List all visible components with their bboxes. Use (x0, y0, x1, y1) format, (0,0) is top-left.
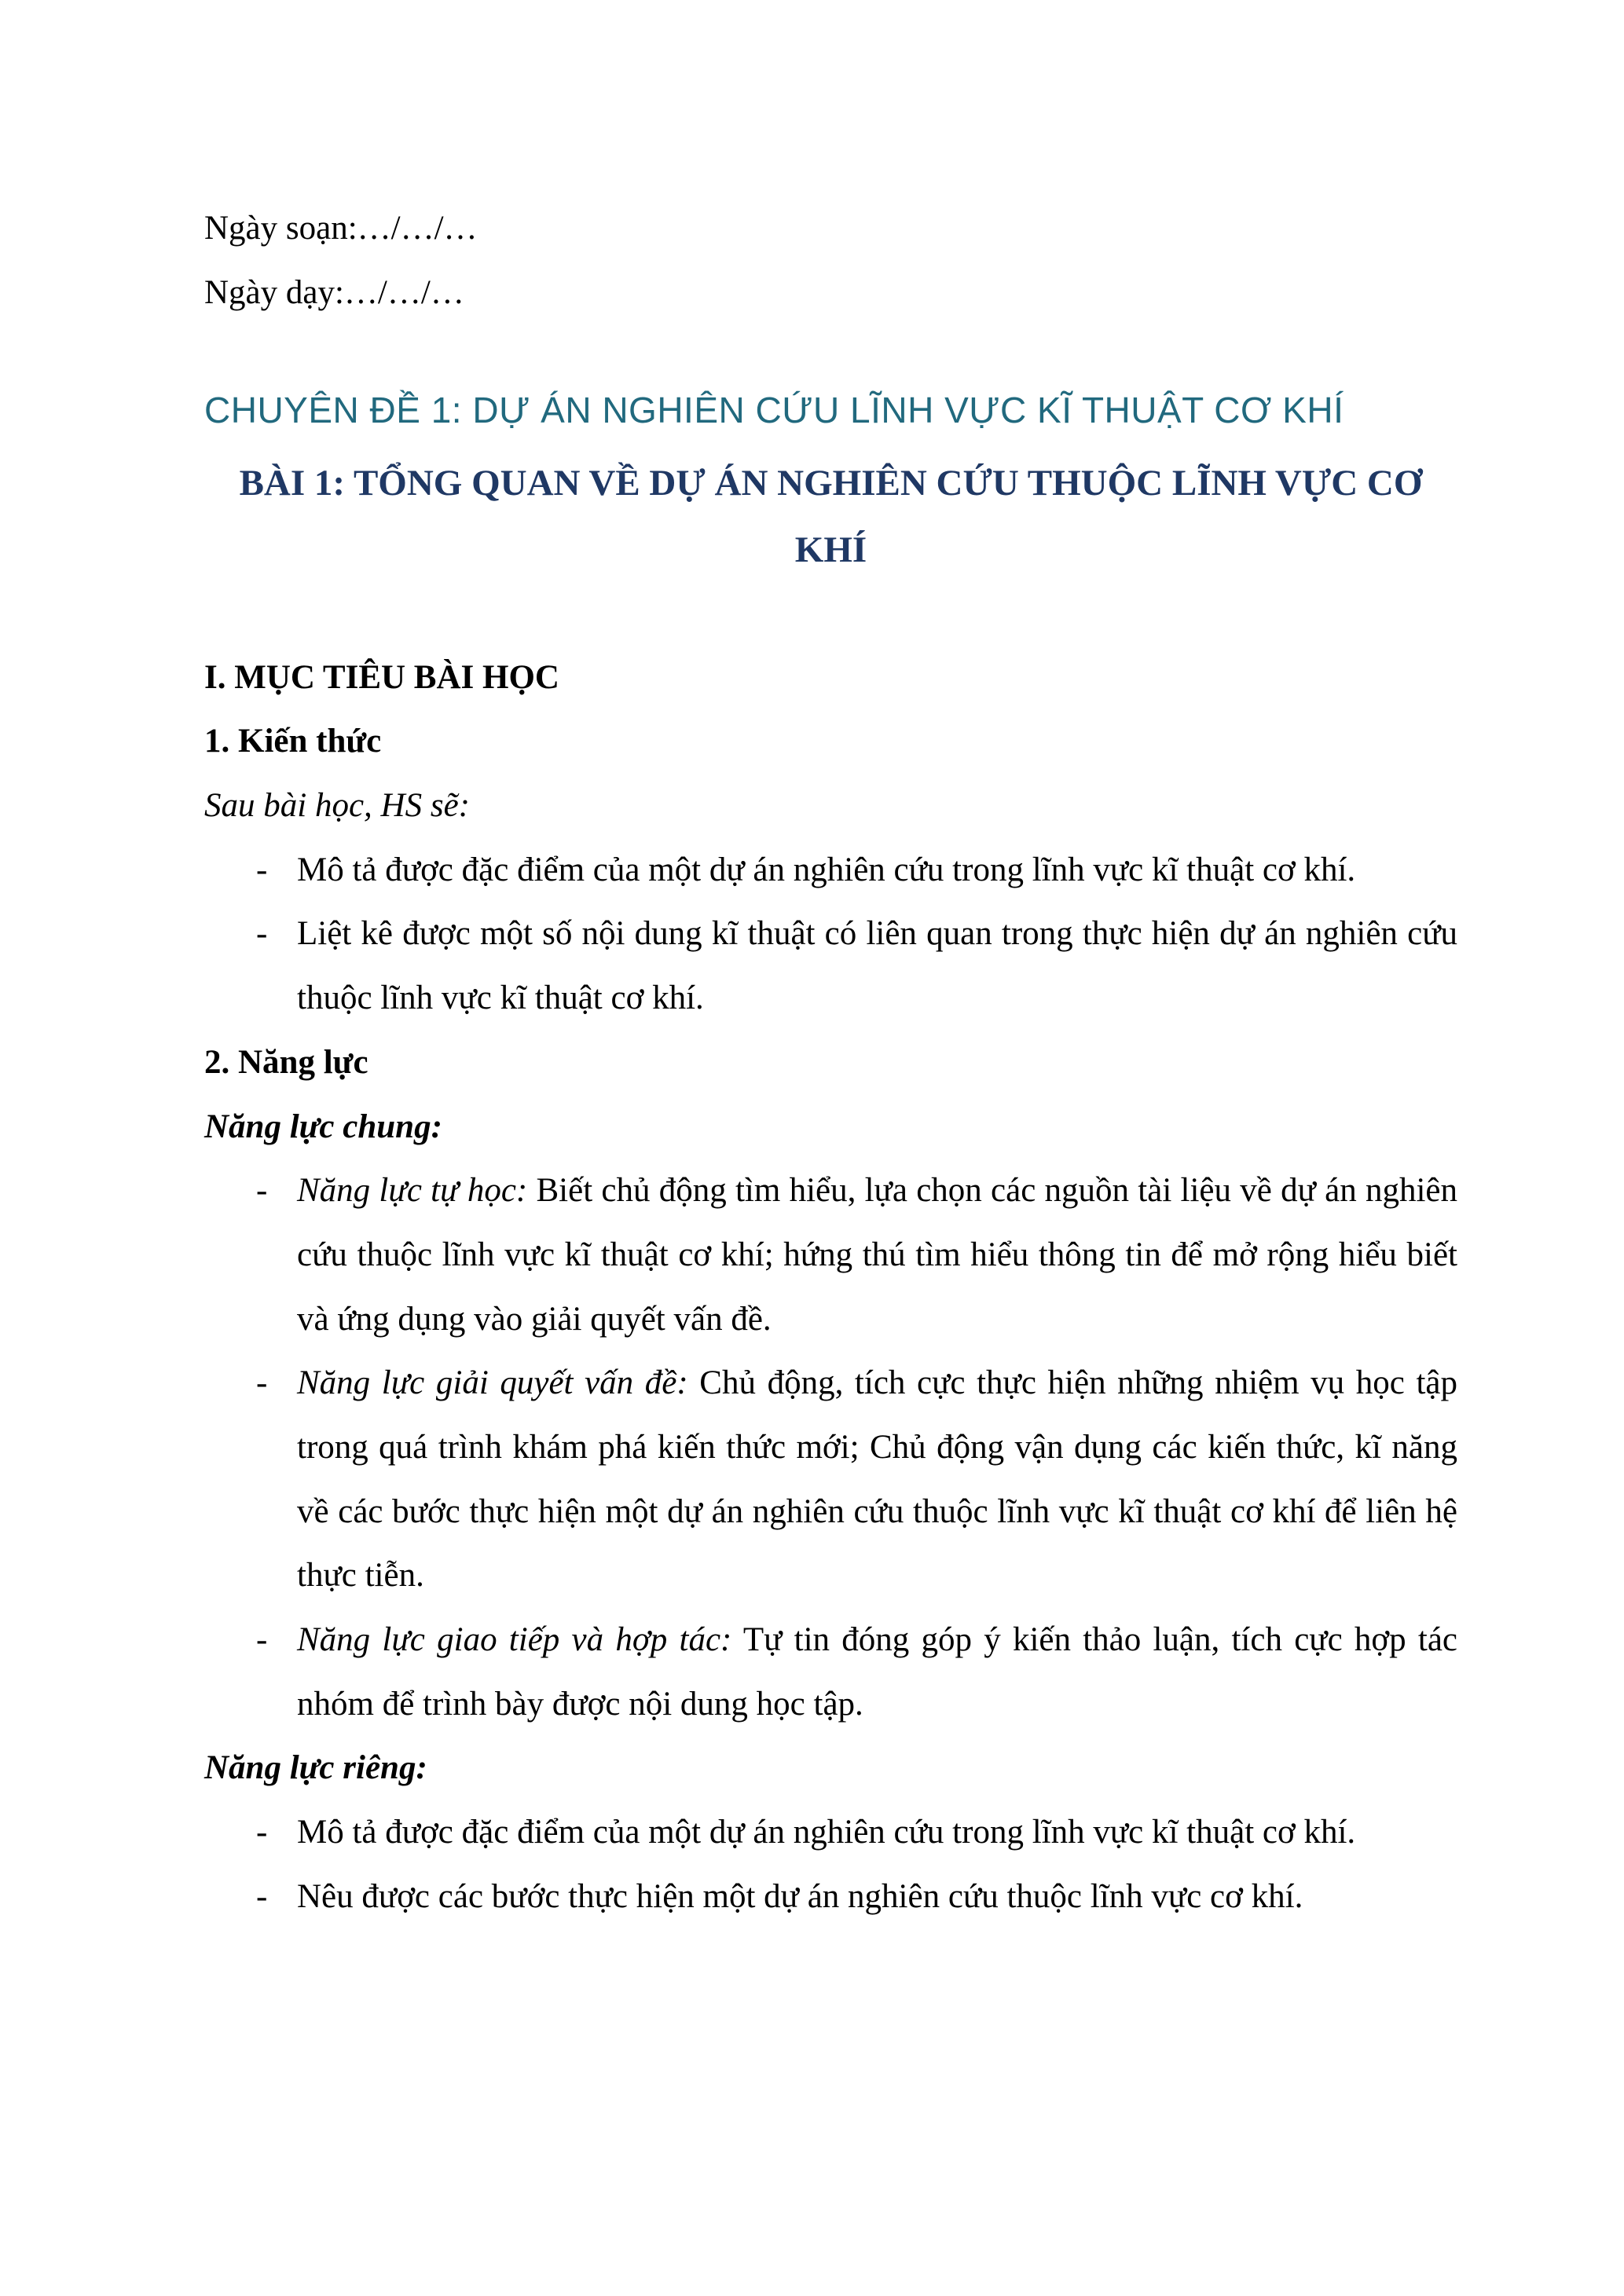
list-item-text: Tự tin đóng góp ý kiến thảo luận, tích cực hợp tác nhóm để trình bày được nội dung học tập. (297, 1621, 1457, 1723)
subsection-nang-luc-title: 2. Năng lực (204, 1043, 368, 1081)
dash-marker: - (256, 1877, 268, 1915)
date-taught: Ngày dạy:…/…/… (204, 273, 464, 311)
list-item (204, 838, 1457, 903)
dash-marker: - (256, 1621, 268, 1659)
dash-marker: - (256, 1172, 268, 1210)
dash-marker: - (256, 851, 268, 888)
list-item (204, 1608, 1457, 1736)
list-item (204, 902, 1457, 1030)
list-item (204, 1800, 1457, 1865)
list-item (204, 1159, 1457, 1351)
dash-marker: - (256, 915, 268, 953)
kien-thuc-intro: Sau bài học, HS sẽ: (204, 787, 470, 825)
nang-luc-chung-title: Năng lực chung: (204, 1108, 442, 1145)
list-item-lead: Năng lực giao tiếp và hợp tác: (297, 1621, 732, 1659)
list-item-text: Mô tả được đặc điểm của một dự án nghiên cứu trong lĩnh vực kĩ thuật cơ khí. (297, 851, 1356, 888)
list-item-text: Biết chủ động tìm hiểu, lựa chọn các nguồn tài liệu về dự án nghiên cứu thuộc lĩnh vực kĩ thuật cơ khí; hứng thú tìm hiểu thông tin để mở rộng hiểu biết và ứng dụng vào giải quyết vấn đề. (297, 1172, 1457, 1338)
nang-luc-rieng-list (204, 1800, 1457, 1928)
list-item-text: Nêu được các bước thực hiện một dự án nghiên cứu thuộc lĩnh vực cơ khí. (297, 1877, 1303, 1915)
kien-thuc-list (204, 838, 1457, 1031)
subsection-kien-thuc-title: 1. Kiến thức (204, 723, 382, 760)
list-item (204, 1351, 1457, 1608)
list-item-text: Chủ động, tích cực thực hiện những nhiệm vụ học tập trong quá trình khám phá kiến thức mới; Chủ động vận dụng các kiến thức, kĩ năng về các bước thực hiện một dự án nghiên cứu thuộc lĩnh vực kĩ thuật cơ khí để liên hệ thực tiễn. (297, 1364, 1457, 1595)
dash-marker: - (256, 1814, 268, 1851)
list-item (204, 1865, 1457, 1929)
nang-luc-rieng-title: Năng lực riêng: (204, 1749, 427, 1787)
section-muc-tieu-title: I. MỤC TIÊU BÀI HỌC (204, 658, 559, 696)
list-item-lead: Năng lực tự học: (297, 1172, 528, 1210)
heading-bai: BÀI 1: TỔNG QUAN VỀ DỰ ÁN NGHIÊN CỨU THUỘC LĨNH VỰC CƠ KHÍ (239, 462, 1423, 571)
nang-luc-chung-list (204, 1159, 1457, 1736)
date-prepared: Ngày soạn:…/…/… (204, 210, 478, 247)
list-item-text: Mô tả được đặc điểm của một dự án nghiên cứu trong lĩnh vực kĩ thuật cơ khí. (297, 1814, 1356, 1851)
list-item-text: Liệt kê được một số nội dung kĩ thuật có liên quan trong thực hiện dự án nghiên cứu thuộc lĩnh vực kĩ thuật cơ khí. (297, 915, 1457, 1017)
dash-marker: - (256, 1364, 268, 1402)
heading-chuyen-de: CHUYÊN ĐỀ 1: DỰ ÁN NGHIÊN CỨU LĨNH VỰC KĨ THUẬT CƠ KHÍ (204, 390, 1344, 431)
list-item-lead: Năng lực giải quyết vấn đề: (297, 1364, 688, 1402)
